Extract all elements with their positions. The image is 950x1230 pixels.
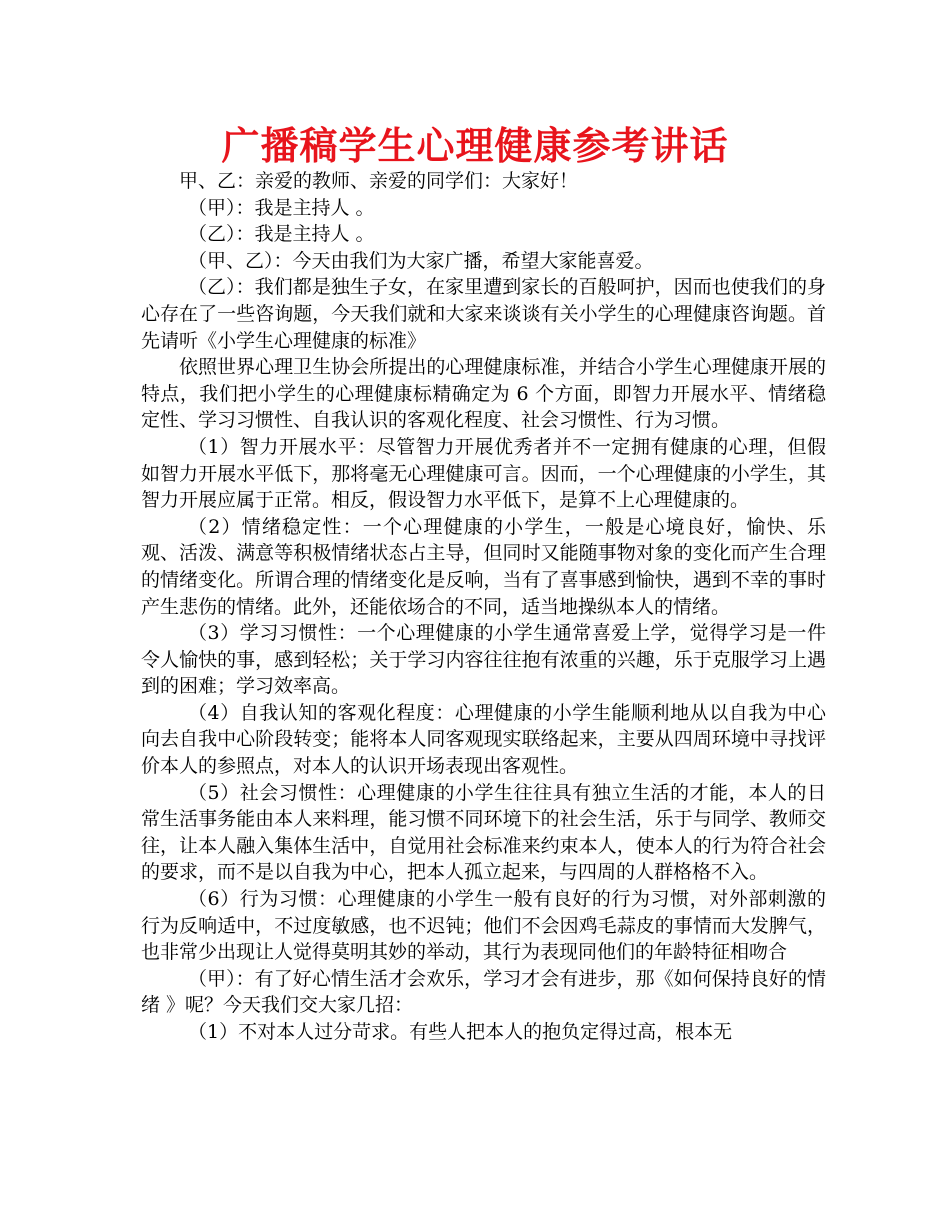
document-title: 广播稿学生心理健康参考讲话 xyxy=(221,124,729,168)
paragraph: （1）智力开展水平：尽管智力开展优秀者并不一定拥有健康的心理，但假如智力开展水平低下，那将毫无心理健康可言。因而，一个心理健康的小学生，其智力开展应属于正常。相反，假设智力水平低下，是算不上心理健康的。 xyxy=(141,435,826,512)
paragraph: 甲、乙：亲爱的教师、亲爱的同学们：大家好！ xyxy=(179,170,579,192)
paragraph: （甲）：我是主持人 。 xyxy=(188,196,375,219)
paragraph: 依照世界心理卫生协会所提出的心理健康标准，并结合小学生心理健康开展的特点，我们把小学生的心理健康标精确定为 6 个方面，即智力开展水平、情绪稳定性、学习习惯性、自我认识的客观化程度、社会习惯性、行为习惯。 xyxy=(141,356,826,432)
paragraph: （1）不对本人过分苛求。有些人把本人的抱负定得过高，根本无 xyxy=(188,1021,733,1043)
paragraph: （5）社会习惯性：心理健康的小学生往往具有独立生活的才能，本人的日常生活事务能由本人来料理，能习惯不同环境下的社会生活，乐于与同学、教师交往，让本人融入集体生活中，自觉用社会标准来约束本人，使本人的行为符合社会的要求，而不是以自我为中心，把本人孤立起来，与四周的人群格格不入。 xyxy=(141,781,826,884)
paragraph: （乙）：我们都是独生子女，在家里遭到家长的百般呵护，因而也使我们的身心存在了一些咨询题，今天我们就和大家来谈谈有关小学生的心理健康咨询题。首先请听《小学生心理健康的标准》 xyxy=(141,276,826,352)
paragraph: （2）情绪稳定性：一个心理健康的小学生，一般是心境良好，愉快、乐观、活泼、满意等积极情绪状态占主导，但同时又能随事物对象的变化而产生合理的情绪变化。所谓合理的情绪变化是反响，当有了喜事感到愉快，遇到不幸的事时产生悲伤的情绪。此外，还能依场合的不同，适当地操纵本人的情绪。 xyxy=(141,515,826,618)
paragraph: （3）学习习惯性：一个心理健康的小学生通常喜爱上学，觉得学习是一件令人愉快的事，感到轻松；关于学习内容往往抱有浓重的兴趣，乐于克服学习上遇到的困难；学习效率高。 xyxy=(141,622,826,698)
paragraph: （4）自我认知的客观化程度：心理健康的小学生能顺利地从以自我为中心向去自我中心阶段转变；能将本人同客观现实联络起来，主要从四周环境中寻找评价本人的参照点，对本人的认识开场表现出客观性。 xyxy=(141,701,826,778)
paragraph: （甲）：有了好心情生活才会欢乐，学习才会有进步，那《如何保持良好的情绪 》呢？今天我们交大家几招： xyxy=(141,967,826,1017)
paragraph: （甲、乙）：今天由我们为大家广播，希望大家能喜爱。 xyxy=(188,249,654,272)
document-body xyxy=(141,168,826,1046)
paragraph: （乙）：我是主持人 。 xyxy=(188,223,375,246)
paragraph: （6）行为习惯：心理健康的小学生一般有良好的行为习惯，对外部刺激的行为反响适中，不过度敏感，也不迟钝；他们不会因鸡毛蒜皮的事情而大发脾气，也非常少出现让人觉得莫明其妙的举动，其行为表现同他们的年龄特征相吻合 xyxy=(141,888,826,964)
